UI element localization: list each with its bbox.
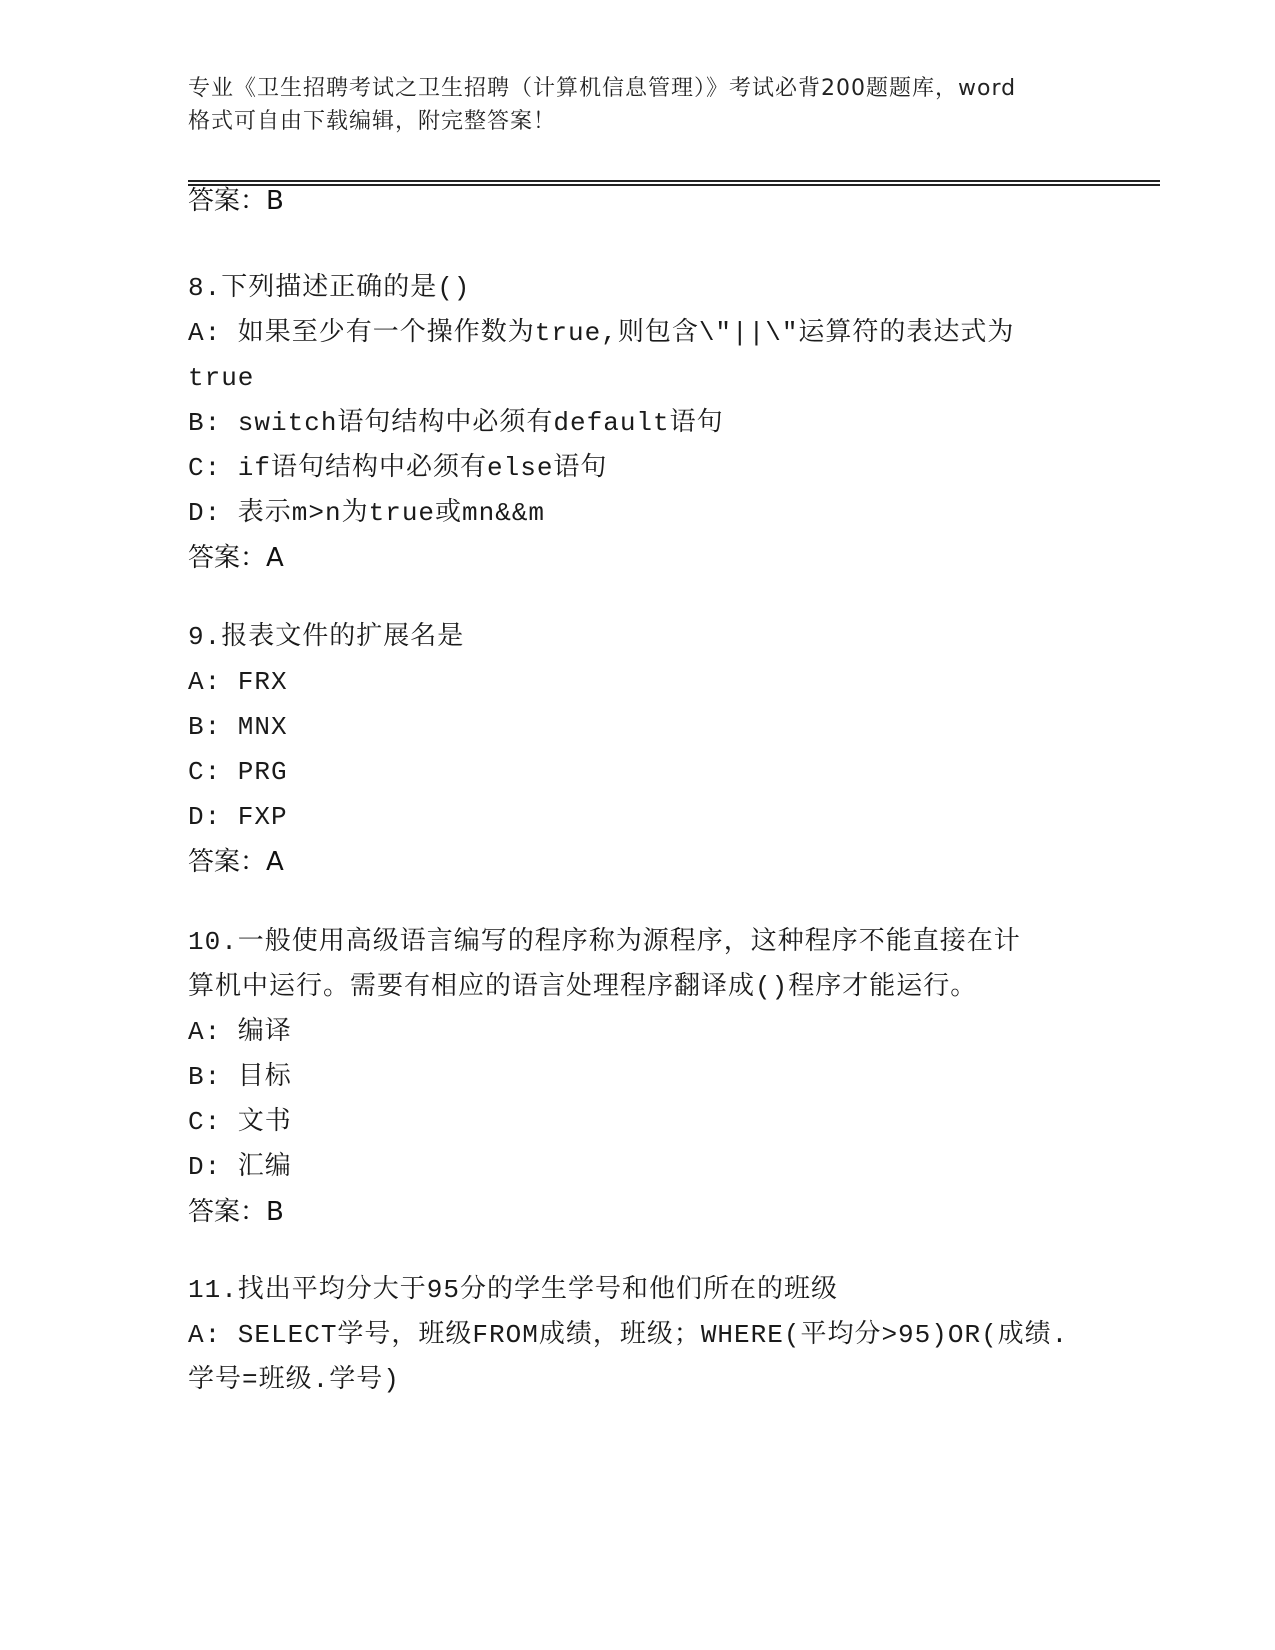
option-c: C: if语句结构中必须有else语句 [188, 453, 608, 483]
option-d: D: FXP [188, 802, 288, 832]
option-a: A: 编译 [188, 1017, 292, 1047]
header-line-2: 格式可自由下载编辑，附完整答案！ [188, 109, 557, 134]
header-line-1: 专业《卫生招聘考试之卫生招聘（计算机信息管理）》考试必背200题题库，word [188, 76, 1017, 101]
option-a: A: SELECT学号，班级FROM成绩，班级；WHERE(平均分>95)OR(成绩. [188, 1320, 1069, 1350]
question-10 [188, 920, 1088, 1235]
option-c: C: PRG [188, 757, 288, 787]
question-text: 8.下列描述正确的是() [188, 273, 471, 303]
option-a-continued: true [188, 363, 255, 393]
option-a: A: 如果至少有一个操作数为true,则包含\"||\"运算符的表达式为 [188, 318, 1015, 348]
answer-label: 答案：B [188, 186, 284, 216]
answer-label: 答案：B [188, 1197, 284, 1227]
option-b: B: MNX [188, 712, 288, 742]
option-a: A: FRX [188, 667, 288, 697]
document-header [188, 72, 1088, 138]
question-9 [188, 615, 1088, 885]
question-text-line-2: 算机中运行。需要有相应的语言处理程序翻译成()程序才能运行。 [188, 972, 978, 1002]
previous-answer-block [188, 179, 1088, 224]
question-11 [188, 1268, 1088, 1403]
option-a-continued: 学号=班级.学号) [188, 1365, 400, 1395]
answer-label: 答案：A [188, 543, 284, 573]
option-b: B: 目标 [188, 1062, 292, 1092]
answer-label: 答案：A [188, 847, 284, 877]
option-b: B: switch语句结构中必须有default语句 [188, 408, 724, 438]
question-text: 9.报表文件的扩展名是 [188, 622, 465, 652]
option-c: C: 文书 [188, 1107, 292, 1137]
question-8 [188, 266, 1088, 581]
option-d: D: 汇编 [188, 1152, 292, 1182]
question-text: 11.找出平均分大于95分的学生学号和他们所在的班级 [188, 1275, 839, 1305]
question-text-line-1: 10.一般使用高级语言编写的程序称为源程序，这种程序不能直接在计 [188, 927, 1021, 957]
option-d: D: 表示m>n为true或mn&&m [188, 498, 546, 528]
